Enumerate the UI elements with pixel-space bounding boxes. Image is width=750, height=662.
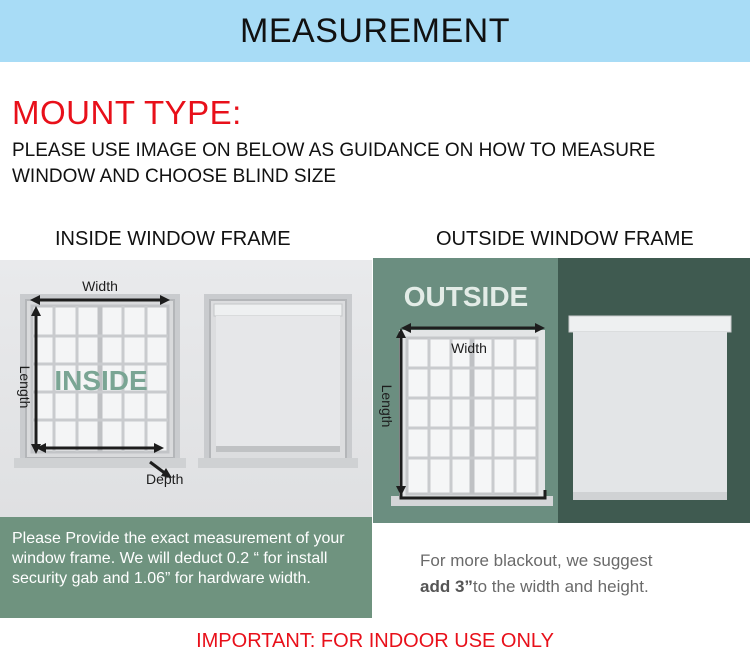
outside-shade [569,316,731,500]
mount-type-title: MOUNT TYPE: [12,94,242,131]
inside-length-label: Length [17,365,33,409]
outside-window [391,330,553,506]
inside-mount-illustration [0,260,372,517]
blackout-note-suffix: to the width and height. [472,577,649,596]
outside-length-label: Length [379,384,395,428]
mount-instructions: PLEASE USE IMAGE ON BELOW AS GUIDANCE ON HOW TO MEASURE WINDOW AND CHOOSE BLIND SIZE [12,140,656,187]
inside-measurement-note [0,517,372,618]
outside-label: OUTSIDE [403,281,529,312]
inside-frame-heading: INSIDE WINDOW FRAME [55,228,291,250]
header-banner [0,0,750,62]
inside-note-text: Please Provide the exact measurement of your window frame. We will deduct 0.2 “ for install security gab and 1.06” for hardware width. [12,530,345,587]
inside-label: INSIDE [54,365,148,396]
inside-width-label: Width [82,278,118,294]
blackout-note-prefix: For more blackout, we suggest [420,551,653,570]
outside-width-label: Width [451,340,487,356]
inside-depth-label: Depth [146,471,184,487]
page-title: MEASUREMENT [240,11,510,50]
inside-shade [198,294,358,468]
outside-mount-illustration [373,258,750,523]
outside-blackout-note [420,548,740,600]
blackout-note-bold: add 3” [420,577,473,596]
outside-frame-heading: OUTSIDE WINDOW FRAME [436,228,694,250]
indoor-use-warning: IMPORTANT: FOR INDOOR USE ONLY [196,630,554,652]
